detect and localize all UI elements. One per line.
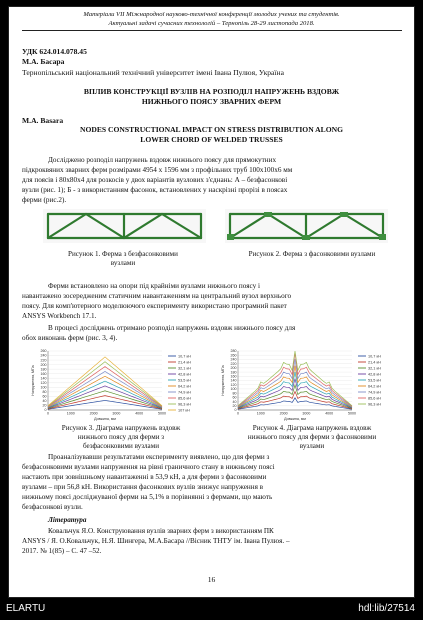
y-tick-label: 0 — [234, 408, 237, 413]
y-tick-label: 100 — [230, 387, 237, 392]
reference-1-line-3: 2017. № 1(85) – С. 47 –52. — [22, 547, 102, 555]
y-tick-label: 180 — [40, 367, 47, 372]
affiliation: Тернопільський національний технічний університет імені Івана Пулюя, Україна — [22, 68, 284, 77]
y-tick-label: 20 — [232, 403, 237, 408]
title-ua-line-2: НИЖНЬОГО ПОЯСУ ЗВАРНИХ ФЕРМ — [141, 97, 282, 106]
para2-line-3: поясу. Для комп'ютерного моделюючого експерименту використано програмний пакет — [22, 302, 287, 310]
para4-line-2: безфасонковими вузлами напруження на рівні граничного стану в нижньому поясі — [22, 463, 275, 471]
y-tick-label: 120 — [40, 380, 47, 385]
para1-line-5: ферми (рис.2). — [22, 196, 67, 204]
truss-figure-2 — [224, 208, 389, 244]
title-en-line-1: NODES CONSTRUCTIONAL IMPACT ON STRESS DISTRIBUTION ALONG — [79, 125, 344, 134]
repository-footer — [0, 598, 423, 620]
udc-code: УДК 624.014.078.45 — [22, 47, 87, 56]
y-tick-label: 60 — [232, 395, 237, 400]
figure-2-caption: Рисунок 2. Ферма з фасонковими вузлами — [248, 250, 376, 258]
para4-line-6: безфасонкові вузли. — [22, 503, 83, 511]
legend-label: 96,3 кН — [178, 402, 191, 407]
y-tick-label: 80 — [232, 391, 237, 396]
figure-4-caption-line-3: вузлами — [299, 442, 325, 450]
title-en-line-2: LOWER CHORD OF WELDED TRUSSES — [140, 135, 283, 144]
legend-label: 85,6 кН — [178, 396, 191, 401]
y-tick-label: 140 — [40, 376, 47, 381]
para1-line-1: Досліджено розподіл напружень вздовж нижнього поясу для прямокутних — [48, 156, 277, 164]
para3-line-2: обох виконань ферм (рис. 3, 4). — [22, 334, 118, 342]
y-axis-label: Напруження, МПа — [221, 365, 225, 396]
legend-label: 53,5 кН — [368, 378, 381, 383]
legend-label: 10,7 кН — [368, 354, 381, 359]
legend-label: 21,4 кН — [178, 360, 191, 365]
author-en: M.A. Basara — [22, 116, 64, 125]
legend-label: 96,3 кН — [368, 402, 381, 407]
page-number: 16 — [207, 575, 216, 584]
para1-line-3: для поясів і 80х80х4 для розкосів у двох варіантів вузлових з'єднань: А – безфасонкові — [22, 176, 288, 184]
x-tick-label: 2000 — [89, 411, 98, 416]
legend-label: 10,7 кН — [178, 354, 191, 359]
y-tick-label: 20 — [42, 403, 47, 408]
para4-line-1: Проаналізувавши результатами експерименту виявлено, що для ферми з — [48, 453, 270, 461]
conference-header-line-2: Актуальні задачі сучасних технологій – Тернопіль 28-29 листопада 2018. — [108, 20, 315, 27]
y-tick-label: 40 — [232, 399, 237, 404]
reference-1-line-2: ANSYS / Я. О.Ковальчук, Н.Я. Шингера, М.А.Басара //Вісник ТНТУ ім. Івана Пулюя. – — [22, 537, 290, 545]
conference-header-line-1: Матеріали VII Міжнародної науково-технічної конференції молодих учених та студентів. — [83, 11, 340, 18]
figure-3-caption-line-2: нижнього поясу для ферми з — [77, 433, 165, 441]
truss-figure-1 — [42, 208, 207, 244]
document-page — [8, 6, 415, 598]
x-tick-label: 5000 — [348, 411, 356, 416]
figure-3-caption-line-3: безфасонковими вузлами — [82, 442, 159, 450]
stress-chart-gusset-nodes — [220, 346, 398, 422]
y-tick-label: 260 — [40, 349, 47, 354]
author-ua: М.А. Басара — [22, 57, 65, 66]
legend-label: 42,8 кН — [178, 372, 191, 377]
y-tick-label: 220 — [40, 358, 47, 363]
y-tick-label: 180 — [230, 370, 237, 375]
y-tick-label: 60 — [42, 394, 47, 399]
footer-repository-name: ELARTU — [6, 603, 46, 614]
y-tick-label: 140 — [230, 378, 237, 383]
y-tick-label: 160 — [40, 371, 47, 376]
y-tick-label: 260 — [230, 353, 237, 358]
legend-label: 85,6 кН — [368, 396, 381, 401]
y-tick-label: 200 — [230, 366, 237, 371]
para1-line-2: підкроквяних зварних ферм розмірами 4954 х 1596 мм з профільних труб 100х100х6 мм — [22, 166, 293, 174]
y-axis-label: Напруження, МПа — [31, 365, 35, 396]
title-ua-line-1: ВПЛИВ КОНСТРУКЦІЇ ВУЗЛІВ НА РОЗПОДІЛ НАПРУЖЕНЬ ВЗДОВЖ — [83, 87, 340, 96]
y-tick-label: 200 — [40, 362, 47, 367]
header-rule — [22, 30, 402, 31]
para4-line-3: настають при зовнішньому навантаженні в 53,9 кН, а для ферми з фасонковими — [22, 473, 267, 481]
legend-label: 21,4 кН — [368, 360, 381, 365]
figure-1-caption-line-1: Рисунок 1. Ферма з безфасонковими — [68, 250, 178, 258]
figure-4-caption-line-1: Рисунок 4. Діаграма напружень вздовж — [252, 424, 372, 432]
x-tick-label: 1000 — [256, 411, 265, 416]
y-tick-label: 240 — [230, 357, 237, 362]
x-tick-label: 1000 — [66, 411, 75, 416]
y-tick-label: 80 — [42, 390, 47, 395]
legend-label: 42,8 кН — [368, 372, 381, 377]
para2-line-2: навантажено зосередженим статичним навантаженням на центральний вузол верхнього — [22, 292, 292, 300]
y-tick-label: 220 — [230, 361, 237, 366]
legend-label: 53,5 кН — [178, 378, 191, 383]
y-tick-label: 40 — [42, 399, 47, 404]
footer-handle: hdl:lib/27514 — [358, 603, 415, 614]
para2-line-1: Ферми встановлено на опори під крайніми вузлами нижнього поясу і — [48, 282, 260, 290]
para4-line-4: вузлами – при 56,8 кН. Використання фасонкових вузлів знижує напруження в — [22, 483, 264, 491]
x-tick-label: 4000 — [325, 411, 334, 416]
x-tick-label: 4000 — [135, 411, 144, 416]
para4-line-5: нижньому поясі досліджуваної ферми на 5,1% в порівнянні з фермами, що мають — [22, 493, 273, 501]
x-axis-label: Довжина, мм — [94, 417, 116, 421]
legend-label: 74,9 кН — [178, 390, 191, 395]
y-tick-label: 160 — [230, 374, 237, 379]
x-axis-label: Довжина, мм — [284, 417, 306, 421]
y-tick-label: 100 — [40, 385, 47, 390]
figure-4-caption-line-2: нижнього поясу для ферми з фасонковими — [247, 433, 377, 441]
literature-heading: Література — [48, 516, 87, 524]
legend-label: 64,2 кН — [368, 384, 381, 389]
figure-3-caption-line-1: Рисунок 3. Діаграма напружень вздовж — [61, 424, 181, 432]
legend-label: 32,1 кН — [178, 366, 191, 371]
x-tick-label: 0 — [47, 411, 49, 416]
y-tick-label: 240 — [40, 353, 47, 358]
x-tick-label: 0 — [237, 411, 239, 416]
reference-1-line-1: Ковальчук Я.О. Конструювання вузлів зварних ферм з використанням ПК — [48, 527, 274, 535]
legend-label: 107 кН — [178, 408, 190, 413]
para2-line-4: ANSYS Workbench 17.1. — [22, 312, 97, 320]
legend-label: 32,1 кН — [368, 366, 381, 371]
x-tick-label: 3000 — [112, 411, 121, 416]
y-tick-label: 0 — [44, 408, 47, 413]
x-tick-label: 3000 — [302, 411, 311, 416]
stress-chart-frameless-nodes — [30, 346, 208, 422]
para1-line-4: вузли (рис. 1); Б - з використанням фасонок, встановлених у наскрізні прорізі в поясах — [22, 186, 288, 194]
x-tick-label: 2000 — [279, 411, 288, 416]
figure-1-caption-line-2: вузлами — [110, 259, 136, 267]
para3-line-1: В процесі досліджень отримано розподіл напружень вздовж нижнього поясу для — [48, 324, 296, 332]
legend-label: 64,2 кН — [178, 384, 191, 389]
y-tick-label: 120 — [230, 382, 237, 387]
x-tick-label: 5000 — [158, 411, 166, 416]
legend-label: 74,9 кН — [368, 390, 381, 395]
y-tick-label: 280 — [230, 349, 237, 354]
